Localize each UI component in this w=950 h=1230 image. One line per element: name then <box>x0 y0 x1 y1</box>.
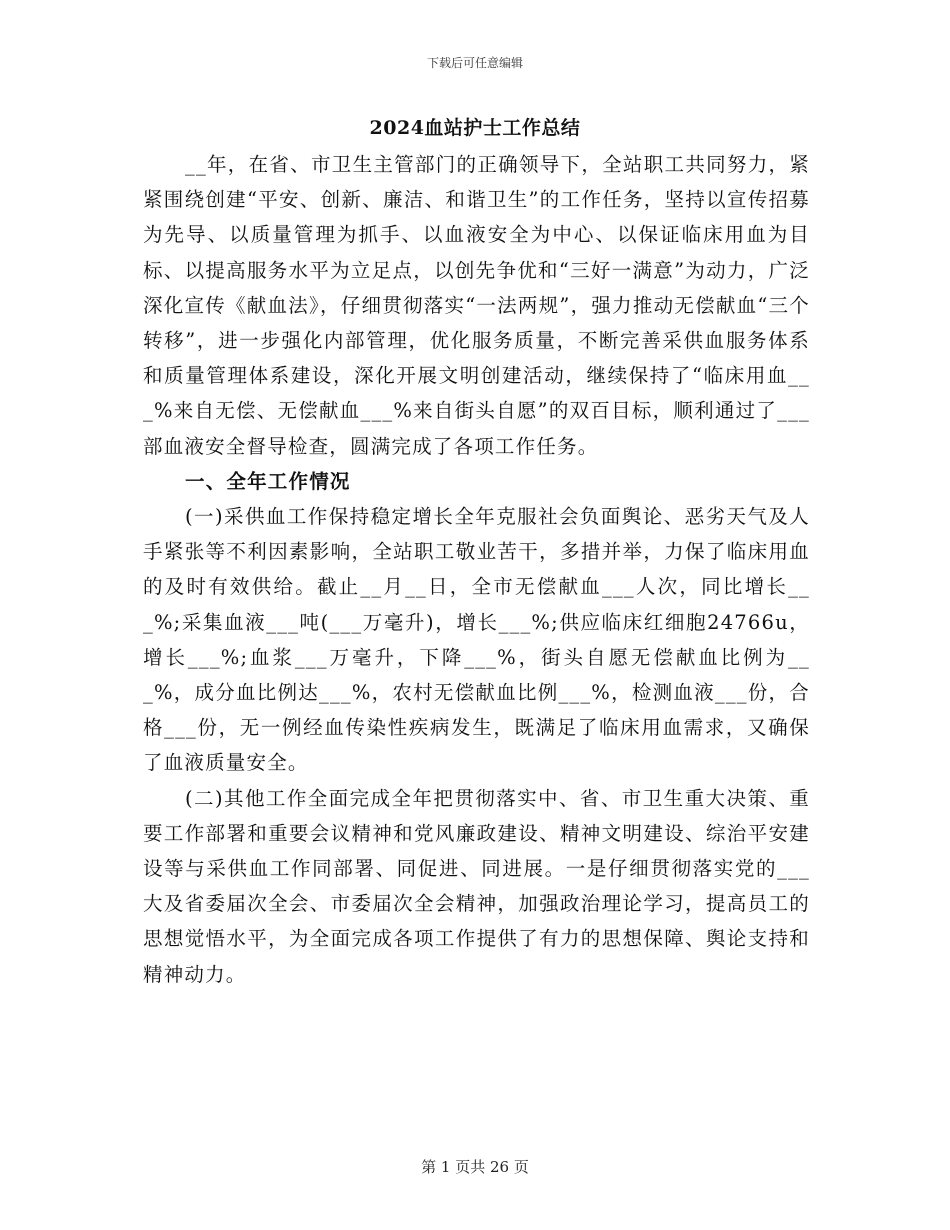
section-paragraph-1: (一)采供血工作保持稳定增长全年克服社会负面舆论、恶劣天气及人手紧张等不利因素影响，全站职工敬业苦干，多措并举，力保了临床用血的及时有效供给。截止__月__日，全市无偿献血___人次，同比增长___%;采集血液___吨(___万毫升)，增长___%;供应临床红细胞24766u，增长___%;血浆___万毫升，下降___%，街头自愿无偿献血比例为___%，成分血比例达___%，农村无偿献血比例___%，检测血液___份，合格___份，无一例经血传染性疾病发生，既满足了临床用血需求，又确保了血液质量安全。 <box>143 505 810 775</box>
document-body <box>143 147 810 992</box>
intro-paragraph: __年，在省、市卫生主管部门的正确领导下，全站职工共同努力，紧紧围绕创建“平安、创新、廉洁、和谐卫生”的工作任务，坚持以宣传招募为先导、以质量管理为抓手、以血液安全为中心、以保证临床用血为目标、以提高服务水平为立足点，以创先争优和“三好一满意”为动力，广泛深化宣传《献血法》，仔细贯彻落实“一法两规”，强力推动无偿献血“三个转移”，进一步强化内部管理，优化服务质量，不断完善采供血服务体系和质量管理体系建设，深化开展文明创建活动，继续保持了“临床用血___%来自无偿、无偿献血___%来自街头自愿”的双百目标，顺利通过了___部血液安全督导检查，圆满完成了各项工作任务。 <box>143 153 810 458</box>
document-title: 2024血站护士工作总结 <box>369 117 581 139</box>
section-heading: 一、全年工作情况 <box>185 469 351 493</box>
header-note: 下载后可任意编辑 <box>426 56 523 70</box>
page-footer: 第 1 页共 26 页 <box>421 1158 529 1176</box>
section-paragraph-2: (二)其他工作全面完成全年把贯彻落实中、省、市卫生重大决策、重要工作部署和重要会议精神和党风廉政建设、精神文明建设、综治平安建设等与采供血工作同部署、同促进、同进展。一是仔细贯彻落实党的___大及省委届次全会、市委届次全会精神，加强政治理论学习，提高员工的思想觉悟水平，为全面完成各项工作提供了有力的思想保障、舆论支持和精神动力。 <box>143 786 810 986</box>
